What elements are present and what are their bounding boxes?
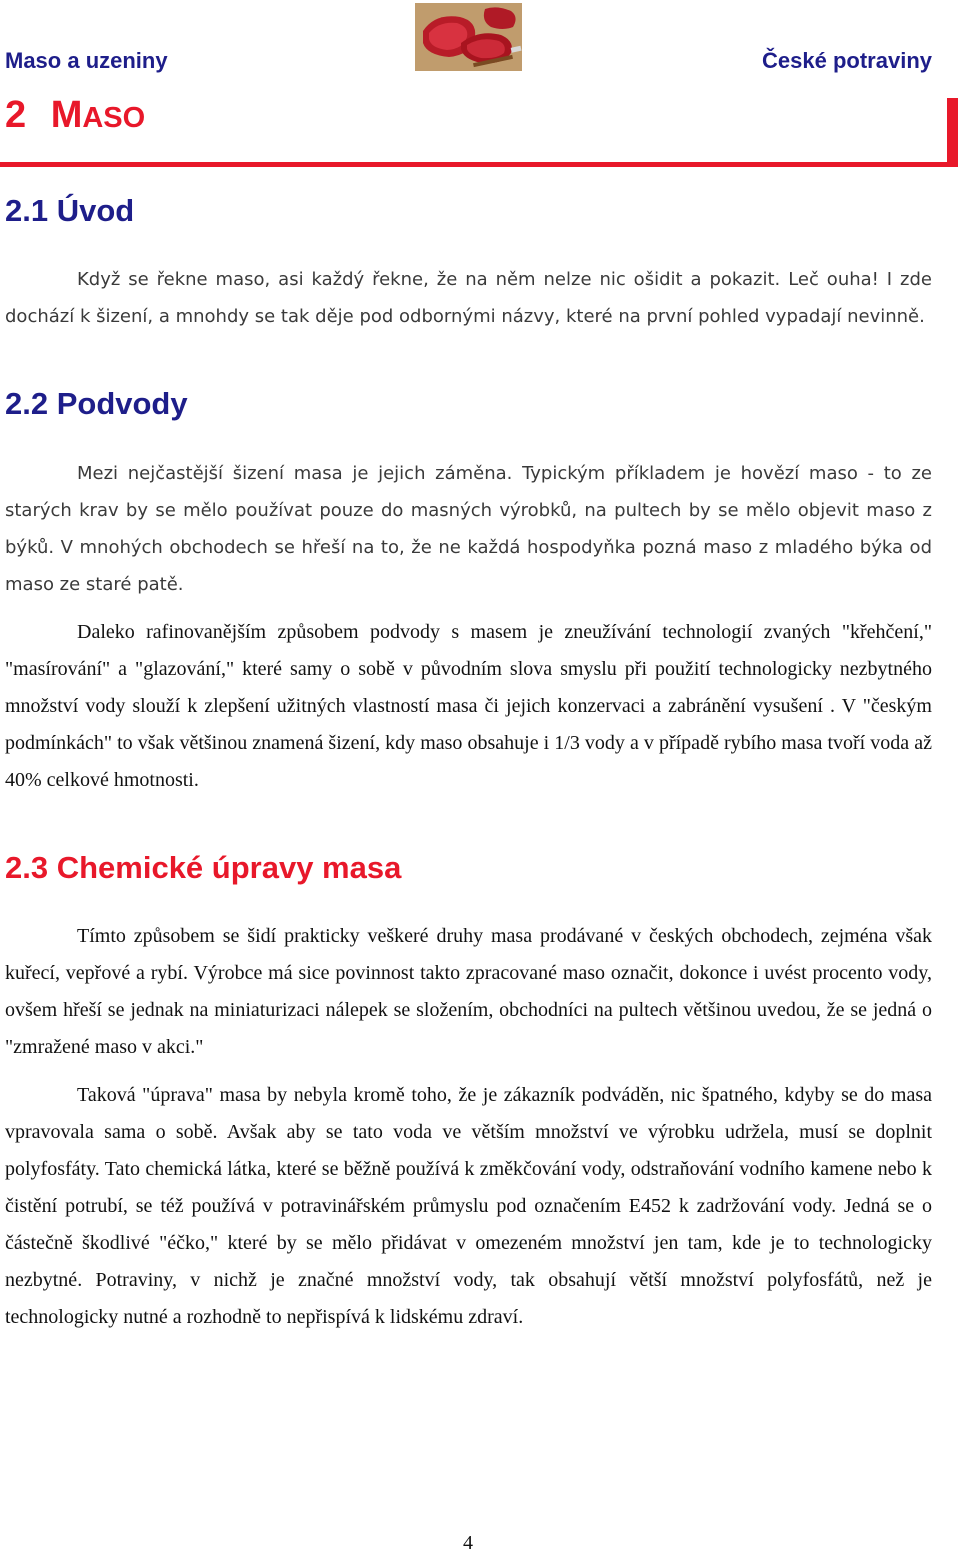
paragraph-chemicke-upravy-2: Taková "úprava" masa by nebyla kromě toho, že je zákazník podváděn, nic špatného, kdyby se do masa vpravovala sama o sobě. Avšak aby se tato voda ve větším množství ve výrobku udržela, musí se doplnit polyfosfáty. Tato chemická látka, které se běžně používá k změkčování vody, odstraňování vodního kamene nebo k čistění potrubí, se též používá v potravinářském průmyslu pod označením E452 k zadržování vody. Jedná se o částečně škodlivé "éčko," které by se mělo přidávat v omezeném množství jen tam, kde je to technologicky nezbytné. Potraviny, v nichž je značné množství vody, tak obsahují větší množství polyfosfátů, než je technologicky nutné a rozhodně to nepřispívá k lidskému zdraví. — [5, 1084, 932, 1328]
header-title-right: České potraviny — [762, 48, 932, 73]
chapter-title-initial: M — [50, 94, 83, 136]
paragraph-podvody-1: Mezi nejčastější šizení masa je jejich záměna. Typickým příkladem je hovězí maso - to ze starých krav by se mělo používat pouze do masných výrobků, na pultech by se mělo objevit maso z býků. V mnohých obchodech se hřeší na to, že ne každá hospodyňka pozná maso z mladého býka od maso ze staré patě. — [5, 463, 932, 595]
chapter-title-rest: ASO — [82, 102, 146, 134]
page-number: 4 — [463, 1532, 473, 1554]
chapter-number: 2 — [5, 94, 27, 136]
section-heading-chemicke-upravy: 2.3 Chemické úpravy masa — [5, 850, 402, 885]
chapter-title — [5, 96, 145, 134]
chapter-rule-tab — [947, 98, 958, 167]
chapter-rule — [0, 162, 958, 167]
paragraph-chemicke-upravy-1: Tímto způsobem se šidí prakticky veškeré druhy masa prodávané v českých obchodech, zejména však kuřecí, vepřové a rybí. Výrobce má sice povinnost takto zpracované maso označit, dokonce i uvést procento vody, ovšem hřeší se jednak na miniaturizaci nálepek se složením, obchodníci na pultech většinou uvedou, že se jedná o "zmražené maso v akci." — [5, 925, 932, 1058]
header-title-left: Maso a uzeniny — [5, 48, 168, 73]
section-heading-podvody: 2.2 Podvody — [5, 386, 188, 421]
paragraph-podvody-2: Daleko rafinovanějším způsobem podvody s masem je zneužívání technologií zvaných "křehčení," "masírování" a "glazování," které samy o sobě v původním slova smyslu při použití technologicky nezbytného množství vody slouží k zlepšení užitných vlastností masa či jejich konzervaci a zabránění vysušení . V "českým podmínkách" to však většinou znamená šizení, kdy maso obsahuje i 1/3 vody a v případě rybího masa tvoří voda až 40% celkové hmotnosti. — [5, 621, 932, 791]
meat-image — [415, 3, 522, 71]
section-heading-uvod: 2.1 Úvod — [5, 193, 135, 228]
paragraph-uvod: Když se řekne maso, asi každý řekne, že na něm nelze nic ošidit a pokazit. Leč ouha! I zde dochází k šizení, a mnohdy se tak děje pod odbornými názvy, které na první pohled vypadají nevinně. — [5, 269, 932, 327]
